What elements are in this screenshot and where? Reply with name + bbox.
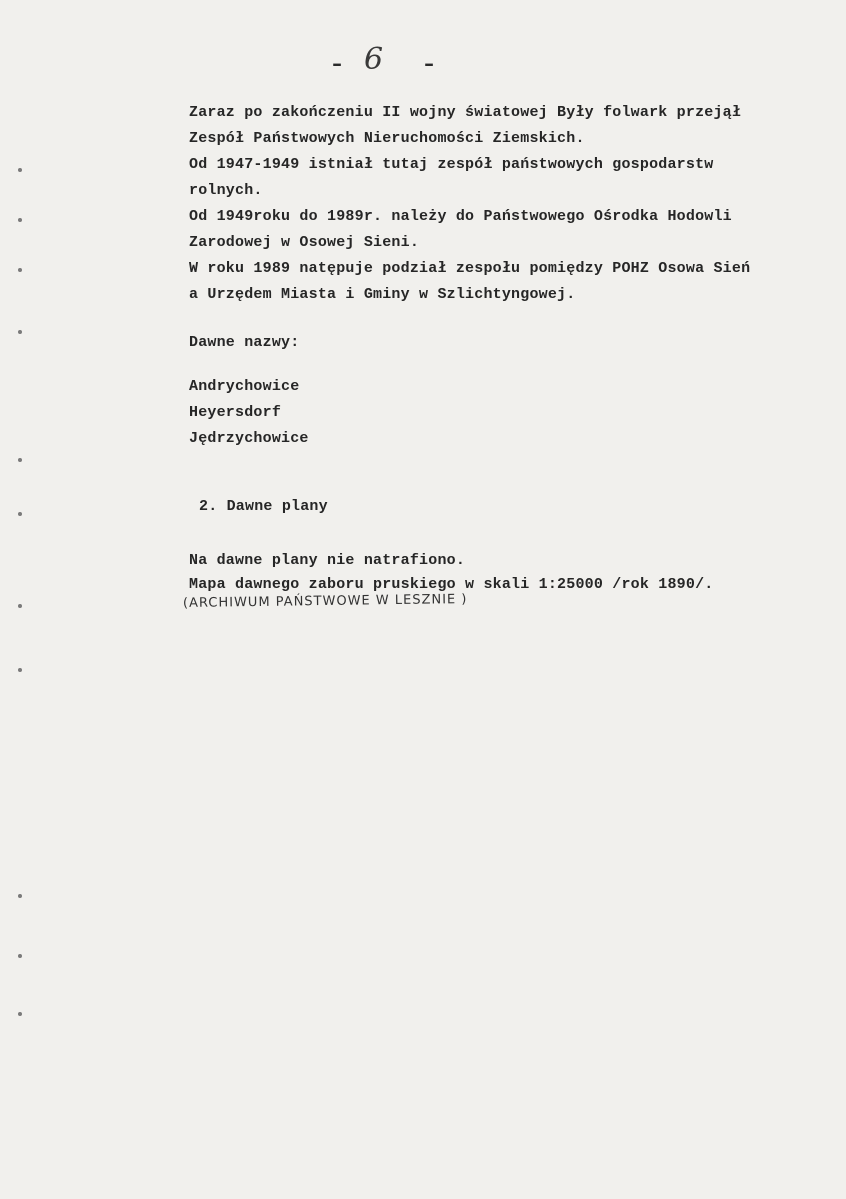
binder-hole <box>18 218 22 222</box>
paragraph-line: Zarodowej w Osowej Sieni. <box>189 234 420 251</box>
former-names-heading: Dawne nazwy: <box>189 334 300 351</box>
page-number <box>328 44 448 84</box>
paragraph-line: Od 1949roku do 1989r. należy do Państwowego Ośrodka Hodowli <box>189 208 732 225</box>
former-name-item: Heyersdorf <box>189 404 282 421</box>
binder-hole <box>18 894 22 898</box>
paragraph-line: Zaraz po zakończeniu II wojny światowej Były folwark przejął <box>189 104 742 121</box>
page-number-value: 6 <box>364 42 384 77</box>
paragraph-line: W roku 1989 natępuje podział zespołu pomiędzy POHZ Osowa Sień <box>189 260 751 277</box>
binder-hole <box>18 512 22 516</box>
handwritten-note: (ARCHIWUM PAŃSTWOWE W LESZNIE ) <box>182 592 468 611</box>
binder-hole <box>18 268 22 272</box>
former-name-item: Jędrzychowice <box>189 430 309 447</box>
binder-hole <box>18 330 22 334</box>
page-number-dash-left: - <box>328 46 347 81</box>
paragraph-line: a Urzędem Miasta i Gminy w Szlichtyngowej. <box>189 286 576 303</box>
paragraph-line: Od 1947-1949 istniał tutaj zespół państwowych gospodarstw <box>189 156 714 173</box>
section-2-line: Na dawne plany nie natrafiono. <box>189 552 466 569</box>
section-2-heading: 2. Dawne plany <box>199 498 328 515</box>
binder-hole <box>18 604 22 608</box>
binder-hole <box>18 168 22 172</box>
former-name-item: Andrychowice <box>189 378 300 395</box>
paragraph-line: Zespół Państwowych Nieruchomości Ziemskich. <box>189 130 585 147</box>
binder-hole <box>18 458 22 462</box>
binder-hole <box>18 954 22 958</box>
section-2-line: Mapa dawnego zaboru pruskiego w skali 1:25000 /rok 1890/. <box>189 576 714 593</box>
page-number-dash-right: - <box>420 46 439 81</box>
binder-hole <box>18 1012 22 1016</box>
binder-hole <box>18 668 22 672</box>
paragraph-line: rolnych. <box>189 182 263 199</box>
